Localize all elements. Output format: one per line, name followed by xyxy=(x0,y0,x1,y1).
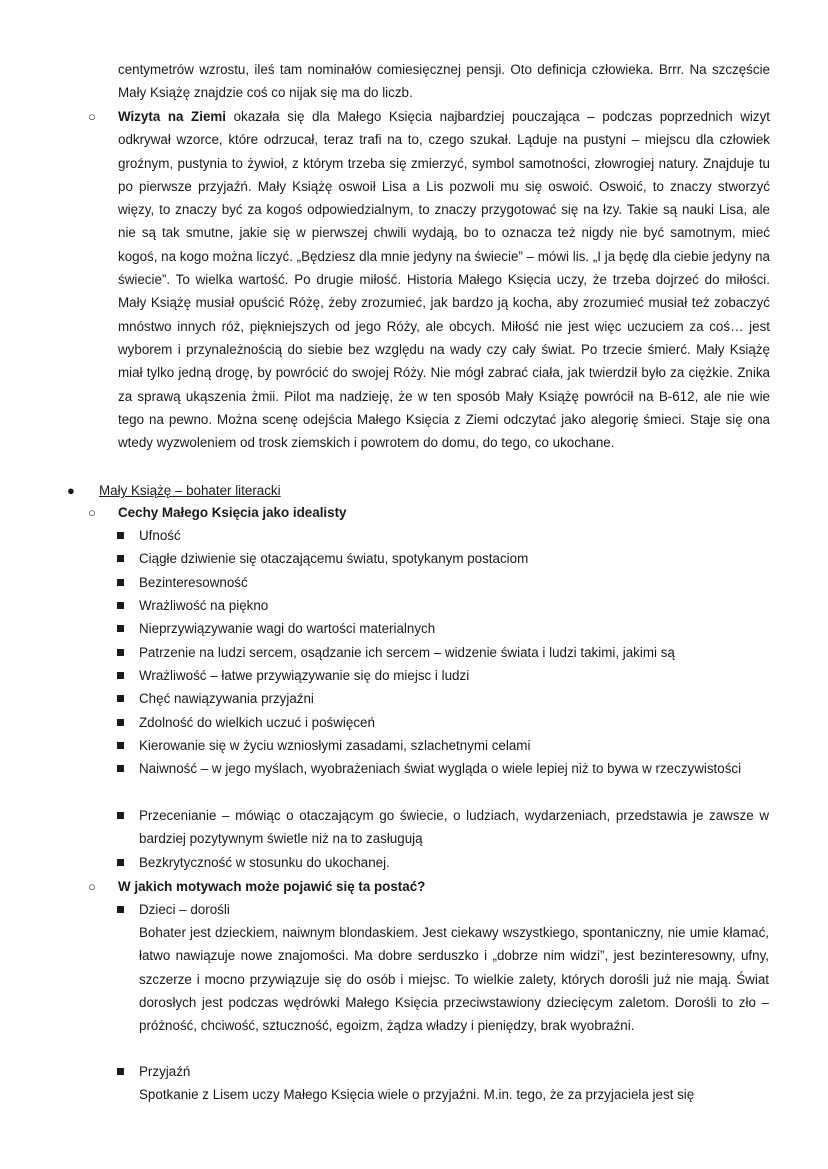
square-bullet-icon xyxy=(117,1068,124,1075)
intro-paragraph-end: centymetrów wzrostu, ileś tam nominałów comiesięcznej pensji. Oto definicja człowieka. Brrr. Na szczęście Mały Książę znajdzie coś co nijak się ma do liczb. xyxy=(118,62,770,101)
cechy-list-item: Wrażliwość – łatwe przywiązywanie się do miejsc i ludzi xyxy=(139,668,470,683)
cechy-list-item: Nieprzywiązywanie wagi do wartości materialnych xyxy=(139,621,436,636)
hollow-bullet-icon: ○ xyxy=(88,505,96,520)
square-bullet-icon xyxy=(117,649,124,656)
cechy-heading xyxy=(118,501,770,524)
square-bullet-icon xyxy=(117,555,124,562)
cechy-list-item: Przecenianie – mówiąc o otaczającym go świecie, o ludziach, wydarzeniach, przedstawia je zawsze w bardziej pozytywnym świetle niż na to zasługują xyxy=(139,808,769,847)
square-bullet-icon xyxy=(117,742,124,749)
cechy-list-item: Ciągłe dziwienie się otaczającemu światu, spotykanym postaciom xyxy=(139,551,529,566)
square-bullet-icon xyxy=(117,695,124,702)
cechy-list-item: Patrzenie na ludzi sercem, osądzanie ich sercem – widzenie świata i ludzi takimi, jakimi są xyxy=(139,645,675,660)
square-bullet-icon xyxy=(117,765,124,772)
square-bullet-icon xyxy=(117,532,124,539)
motyw-text: Bohater jest dzieckiem, naiwnym blondaskiem. Jest ciekawy wszystkiego, spontaniczny, nie umie kłamać, łatwo nawiązuje nowe znajomości. Ma dobre serduszko i „dobrze nim widzi”, jest bezinteresowny, ufny, szczerze i mocno przywiązuje się do osób i miejsc. To wielkie zalety, których dorośli już nie mają. Świat dorosłych jest podczas wędrówki Małego Księcia przeciwstawiony dziecięcym zaletom. Dorośli to zło – próżność, chciwość, sztuczność, egoizm, żądza władzy i pieniędzy, brak wyobraźni. xyxy=(139,925,769,1034)
square-bullet-icon xyxy=(117,859,124,866)
wizyta-title: Wizyta na Ziemi xyxy=(118,109,227,124)
section-title: Mały Książę – bohater literacki xyxy=(99,483,281,498)
square-bullet-icon xyxy=(117,625,124,632)
filled-bullet-icon: ● xyxy=(67,483,75,498)
square-bullet-icon xyxy=(117,602,124,609)
cechy-list-item: Wrażliwość na piękno xyxy=(139,598,269,613)
section-heading xyxy=(99,479,751,502)
cechy-list-item: Zdolność do wielkich uczuć i poświęceń xyxy=(139,715,375,730)
motyw-label: Dzieci – dorośli xyxy=(139,902,230,917)
motywy-heading xyxy=(118,875,770,898)
cechy-list-item: Chęć nawiązywania przyjaźni xyxy=(139,691,314,706)
cechy-list-item: Bezinteresowność xyxy=(139,575,248,590)
hollow-bullet-icon: ○ xyxy=(88,879,96,894)
hollow-bullet-icon: ○ xyxy=(88,109,96,124)
cechy-title: Cechy Małego Księcia jako idealisty xyxy=(118,505,347,520)
square-bullet-icon xyxy=(117,812,124,819)
square-bullet-icon xyxy=(117,579,124,586)
motyw-text: Spotkanie z Lisem uczy Małego Księcia wiele o przyjaźni. M.in. tego, że za przyjaciela jest się xyxy=(139,1087,695,1102)
wizyta-text: okazała się dla Małego Księcia najbardziej pouczająca – podczas poprzednich wizyt odkrywał wzorce, które odrzucał, teraz trafi na to, czego szukał. Ląduje na pustyni – miejscu dla człowiek groźnym, pustynia to żywioł, z którym trzeba się zmierzyć, symbol samotności, złowrogiej natury. Znajduje tu po pierwsze przyjaźń. Mały Książę oswoił Lisa a Lis pozwoli mu się oswoić. Oswoić, to znaczy stworzyć więzy, to znaczy być za kogoś odpowiedzialnym, to znaczy przygotować się na łzy. Takie są nauki Lisa, ale nie są tak smutne, jakie się w pierwszej chwili wydają, bo to oznacza też nigdy nie być samotnym, mieć kogoś, na kogo można liczyć. „Będziesz dla mnie jedyny na świecie” – mówi lis. „I ja będę dla ciebie jedyny na świecie”. To wielka wartość. Po drugie miłość. Historia Małego Księcia uczy, że trzeba dojrzeć do miłości. Mały Książę musiał opuścić Różę, żeby zrozumieć, jak bardzo ją kocha, aby zrozumieć musiał też zobaczyć mnóstwo innych róż, piękniejszych od jego Róży, ale obcych. Miłość nie jest więc uczuciem za coś… jest wyborem i przynależnością do siebie bez względu na wady czy cały świat. Po trzecie śmierć. Mały Książę miał tylko jedną drogę, by powrócić do swojej Róży. Nie mógł zabrać ciała, jak twierdził było za ciężkie. Znika za sprawą ukąszenia żmii. Pilot ma nadzieję, że w ten sposób Mały Książę powrócił na B-612, ale nie wie tego na pewno. Można scenę odejścia Małego Księcia z Ziemi odczytać jako alegorię śmieci. Staje się ona wtedy wyzwoleniem od trosk ziemskich i powrotem do domu, do tego, co ukochane. xyxy=(118,109,770,451)
square-bullet-icon xyxy=(117,719,124,726)
cechy-list-item: Bezkrytyczność w stosunku do ukochanej. xyxy=(139,855,390,870)
wizyta-paragraph xyxy=(118,105,770,454)
square-bullet-icon xyxy=(117,906,124,913)
square-bullet-icon xyxy=(117,672,124,679)
motyw-label: Przyjaźń xyxy=(139,1064,191,1079)
cechy-list-item: Naiwność – w jego myślach, wyobrażeniach świat wygląda o wiele lepiej niż to bywa w rzeczywistości xyxy=(139,761,742,776)
motywy-title: W jakich motywach może pojawić się ta postać? xyxy=(118,879,426,894)
cechy-list-item: Kierowanie się w życiu wzniosłymi zasadami, szlachetnymi celami xyxy=(139,738,531,753)
cechy-list-item: Ufność xyxy=(139,528,181,543)
